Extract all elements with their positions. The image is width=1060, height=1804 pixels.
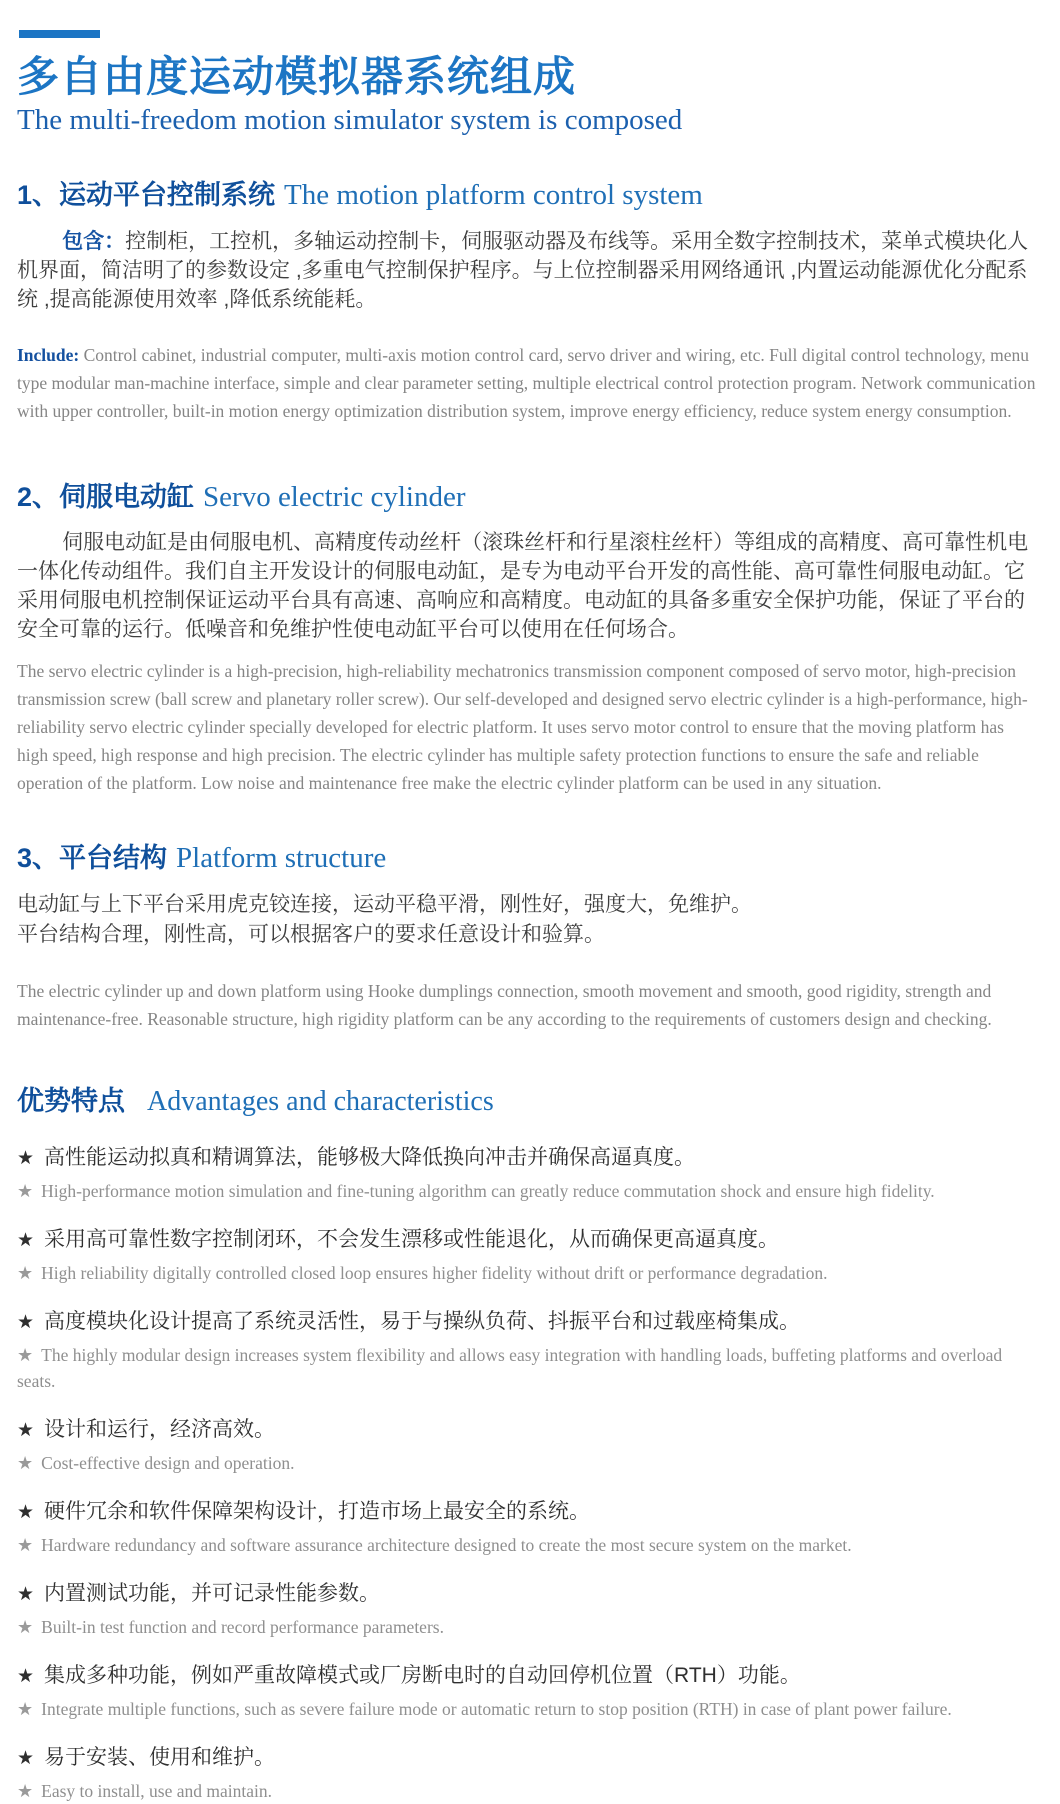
advantage-item <box>17 1662 1038 1722</box>
advantage-cn-text: 设计和运行，经济高效。 <box>44 1418 276 1442</box>
advantage-item <box>17 1744 1038 1804</box>
star-icon: ★ <box>17 1420 35 1442</box>
advantage-en <box>17 1778 1038 1804</box>
star-icon: ★ <box>17 1699 34 1720</box>
page-title-en: The multi-freedom motion simulator system is composed <box>17 104 683 137</box>
section-heading <box>17 843 1038 875</box>
advantages-heading-cn: 优势特点 <box>17 1086 125 1117</box>
advantage-item <box>17 1226 1038 1286</box>
section-servo-electric-cylinder <box>17 482 1038 798</box>
star-icon: ★ <box>17 1345 34 1366</box>
cn-body-text: 控制柜，工控机，多轴运动控制卡，伺服驱动器及布线等。采用全数字控制技术，菜单式模块化人机界面，简洁明了的参数设定 ,多重电气控制保护程序。与上位控制器采用网络通讯 ,内置运动能源优化分配系统 ,提高能源使用效率 ,降低系统能耗。 <box>17 229 1029 311</box>
advantage-cn-text: 易于安装、使用和维护。 <box>44 1746 276 1770</box>
star-icon: ★ <box>17 1781 34 1802</box>
advantage-cn-text: 采用高可靠性数字控制闭环，不会发生漂移或性能退化，从而确保更高逼真度。 <box>44 1228 780 1252</box>
star-icon: ★ <box>17 1666 35 1688</box>
advantage-en-text: Built-in test function and record performance parameters. <box>41 1617 444 1638</box>
cn-line: 电动缸与上下平台采用虎克铰连接，运动平稳平滑，刚性好，强度大，免维护。 <box>17 893 752 917</box>
section-platform-structure <box>17 843 1038 1033</box>
section-heading-cn: 3、平台结构 <box>17 843 168 874</box>
advantage-en-text: The highly modular design increases system flexibility and allows easy integration with handling loads, buffeting platforms and overload seats. <box>17 1345 1003 1392</box>
cn-lead-label: 包含： <box>62 229 126 253</box>
star-icon: ★ <box>17 1181 34 1202</box>
section-body-cn <box>17 890 1038 950</box>
advantage-en <box>17 1450 1038 1476</box>
en-body-text: Control cabinet, industrial computer, multi-axis motion control card, servo driver and wiring, etc. Full digital control technology, menu type modular man-machine interface, simple and clear parameter setting, multiple electrical control protection program. Network communication with upper controller, built-in motion energy optimization distribution system, improve energy efficiency, reduce system energy consumption. <box>17 344 1036 421</box>
section-body-en <box>17 341 1038 425</box>
section-heading <box>17 180 1038 212</box>
advantage-en-text: Cost-effective design and operation. <box>41 1453 295 1474</box>
star-icon: ★ <box>17 1453 34 1474</box>
advantage-cn <box>17 1498 1038 1526</box>
star-icon: ★ <box>17 1748 35 1770</box>
advantages-heading <box>17 1087 1038 1118</box>
advantage-cn <box>17 1416 1038 1444</box>
advantages-heading-en: Advantages and characteristics <box>147 1086 494 1118</box>
advantage-en-text: Integrate multiple functions, such as severe failure mode or automatic return to stop position (RTH) in case of plant power failure. <box>41 1699 952 1720</box>
advantage-cn-text: 内置测试功能，并可记录性能参数。 <box>44 1582 381 1606</box>
star-icon: ★ <box>17 1230 35 1252</box>
advantages-section <box>17 1087 1038 1804</box>
advantage-en <box>17 1178 1038 1204</box>
advantage-cn <box>17 1662 1038 1690</box>
star-icon: ★ <box>17 1617 34 1638</box>
en-lead-label: Include: <box>17 344 80 365</box>
advantage-item <box>17 1580 1038 1640</box>
page-title-cn: 多自由度运动模拟器系统组成 <box>17 53 577 100</box>
advantage-en <box>17 1260 1038 1286</box>
star-icon: ★ <box>17 1312 35 1334</box>
star-icon: ★ <box>17 1263 34 1284</box>
advantage-cn-text: 硬件冗余和软件保障架构设计，打造市场上最安全的系统。 <box>44 1500 591 1524</box>
advantage-en-text: Hardware redundancy and software assurance architecture designed to create the most secure system on the market. <box>41 1535 852 1556</box>
section-body-en: The servo electric cylinder is a high-precision, high-reliability mechatronics transmission component composed of servo motor, high-precision transmission screw (ball screw and planetary roller screw). Our self-developed and designed servo electric cylinder is a high-performance, high-reliability servo electric cylinder specially developed for electric platform. It uses servo motor control to ensure that the moving platform has high speed, high response and high precision. The electric cylinder has multiple safety protection functions to ensure the safe and reliable operation of the platform. Low noise and maintenance free make the electric cylinder platform can be used in any situation. <box>17 661 1028 794</box>
section-body-cn <box>17 227 1038 314</box>
star-icon: ★ <box>17 1148 35 1170</box>
advantage-en-text: Easy to install, use and maintain. <box>41 1781 272 1802</box>
star-icon: ★ <box>17 1584 35 1606</box>
advantage-item <box>17 1498 1038 1558</box>
advantage-en <box>17 1532 1038 1558</box>
advantage-item <box>17 1144 1038 1204</box>
advantage-en-text: High reliability digitally controlled closed loop ensures higher fidelity without drift or performance degradation. <box>41 1263 828 1284</box>
advantage-cn <box>17 1144 1038 1172</box>
advantage-en <box>17 1614 1038 1640</box>
advantage-cn <box>17 1226 1038 1254</box>
cn-line: 平台结构合理，刚性高，可以根据客户的要求任意设计和验算。 <box>17 923 605 947</box>
advantage-cn <box>17 1744 1038 1772</box>
section-body-en: The electric cylinder up and down platform using Hooke dumplings connection, smooth movement and smooth, good rigidity, strength and maintenance-free. Reasonable structure, high rigidity platform can be any according to the requirements of customers design and checking. <box>17 981 992 1030</box>
title-accent-dash <box>19 30 100 38</box>
advantage-cn-text: 高度模块化设计提高了系统灵活性，易于与操纵负荷、抖振平台和过载座椅集成。 <box>44 1310 801 1334</box>
advantage-cn <box>17 1308 1038 1336</box>
advantage-item <box>17 1308 1038 1394</box>
advantage-en-text: High-performance motion simulation and fine-tuning algorithm can greatly reduce commutation shock and ensure high fidelity. <box>41 1181 935 1202</box>
section-heading-cn: 2、伺服电动缸 <box>17 481 195 512</box>
star-icon: ★ <box>17 1502 35 1524</box>
advantage-en <box>17 1342 1038 1394</box>
section-heading <box>17 482 1038 514</box>
advantage-cn-text: 高性能运动拟真和精调算法，能够极大降低换向冲击并确保高逼真度。 <box>44 1146 696 1170</box>
section-heading-en: Platform structure <box>176 842 387 875</box>
star-icon: ★ <box>17 1535 34 1556</box>
advantage-cn <box>17 1580 1038 1608</box>
advantage-item <box>17 1416 1038 1476</box>
section-body-cn: 伺服电动缸是由伺服电机、高精度传动丝杆（滚珠丝杆和行星滚柱丝杆）等组成的高精度、高可靠性机电一体化传动组件。我们自主开发设计的伺服电动缸，是专为电动平台开发的高性能、高可靠性伺服电动缸。它采用伺服电机控制保证运动平台具有高速、高响应和高精度。电动缸的具备多重安全保护功能，保证了平台的安全可靠的运行。低噪音和免维护性使电动缸平台可以使用在任何场合。 <box>17 531 1029 642</box>
advantage-en <box>17 1696 1038 1722</box>
advantage-cn-text: 集成多种功能，例如严重故障模式或厂房断电时的自动回停机位置（RTH）功能。 <box>44 1664 801 1688</box>
section-motion-platform-control <box>17 180 1038 425</box>
section-heading-cn: 1、运动平台控制系统 <box>17 179 276 210</box>
section-heading-en: Servo electric cylinder <box>203 480 466 513</box>
section-heading-en: The motion platform control system <box>284 178 703 211</box>
